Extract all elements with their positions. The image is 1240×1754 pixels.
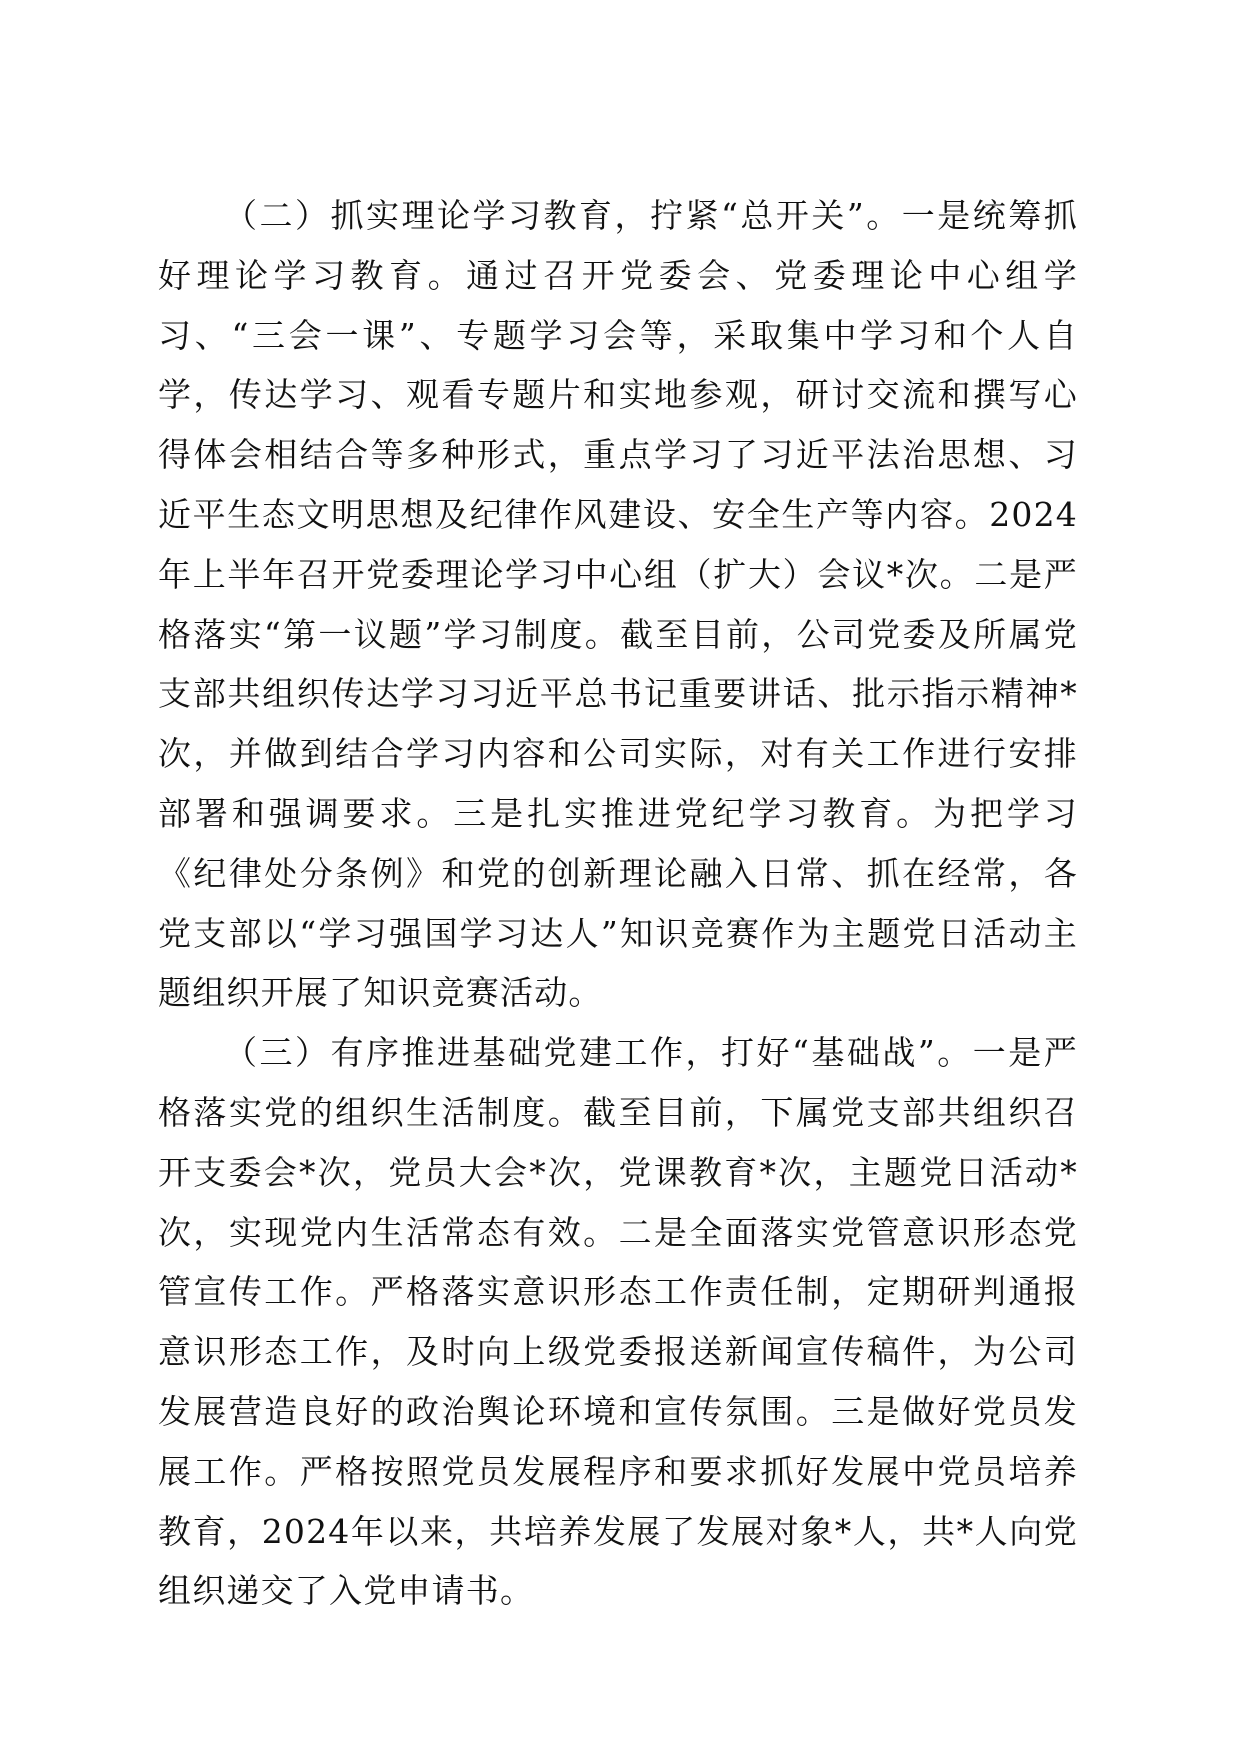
document-body bbox=[158, 186, 1078, 1621]
paragraph-basic-party-building: （三）有序推进基础党建工作，打好“基础战”。一是严格落实党的组织生活制度。截至目前，下属党支部共组织召开支委会*次，党员大会*次，党课教育*次，主题党日活动*次，实现党内生活常态有效。二是全面落实党管意识形态党管宣传工作。严格落实意识形态工作责任制，定期研判通报意识形态工作，及时向上级党委报送新闻宣传稿件，为公司发展营造良好的政治舆论环境和宣传氛围。三是做好党员发展工作。严格按照党员发展程序和要求抓好发展中党员培养教育，2024年以来，共培养发展了发展对象*人，共*人向党组织递交了入党申请书。 bbox=[158, 1033, 1078, 1611]
paragraph-theory-study: （二）抓实理论学习教育，拧紧“总开关”。一是统筹抓好理论学习教育。通过召开党委会、党委理论中心组学习、“三会一课”、专题学习会等，采取集中学习和个人自学，传达学习、观看专题片和实地参观，研讨交流和撰写心得体会相结合等多种形式，重点学习了习近平法治思想、习近平生态文明思想及纪律作风建设、安全生产等内容。2024年上半年召开党委理论学习中心组（扩大）会议*次。二是严格落实“第一议题”学习制度。截至目前，公司党委及所属党支部共组织传达学习习近平总书记重要讲话、批示指示精神*次，并做到结合学习内容和公司实际，对有关工作进行安排部署和强调要求。三是扎实推进党纪学习教育。为把学习《纪律处分条例》和党的创新理论融入日常、抓在经常，各党支部以“学习强国学习达人”知识竞赛作为主题党日活动主题组织开展了知识竞赛活动。 bbox=[158, 196, 1078, 1013]
